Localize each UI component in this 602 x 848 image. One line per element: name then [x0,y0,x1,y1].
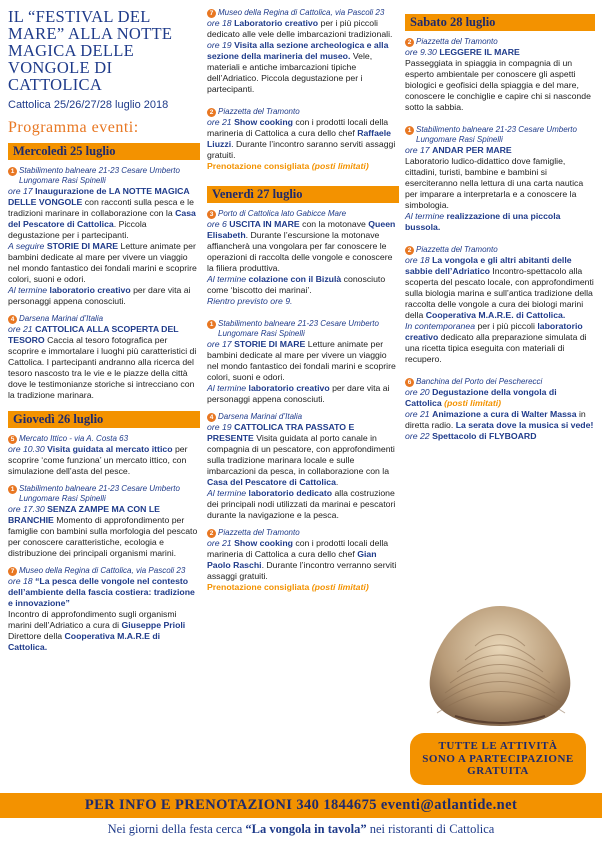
event-title: La vongola e gli altri abitanti delle sabbie dell’Adriatico [405,255,572,276]
event-bold: Cooperativa M.A.R.E. di Cattolica. [425,310,566,320]
event-bold: Giuseppe Prioli [121,620,186,630]
footer-post: nei ristoranti di Cattolica [369,822,495,836]
event-time: ore 21 [207,117,232,127]
event-show-cooking-1 [207,107,399,172]
booking-limited: (posti limitati) [311,161,369,171]
event-location: Piazzetta del Tramonto [218,528,300,537]
event-location: Stabilimento balneare 21-23 Cesare Umberto [218,319,379,328]
event-senza-zampe [8,484,200,559]
event-italic: Al termine [207,274,247,284]
booking-note: Prenotazione consigliata [207,161,310,171]
free-line-2: SONO A PARTECIPAZIONE [422,752,574,765]
event-title: Visita guidata al mercato ittico [47,444,173,454]
event-location-detail: Lungomare Rasi Spinelli [19,176,106,185]
event-storie-mare-2 [207,319,399,405]
event-text: conosciuto come ‘biscotto dei marinai’. [207,274,386,295]
event-time: ore 21 [405,409,430,419]
event-text: Incontro-spettacolo alla scoperta del pescato locale, con approfondimenti sulla biologia marina e sull’antica tradizione della raccolta delle vongole a cura dei biologi marini della [405,266,594,320]
event-text: in diretta radio. [405,409,586,430]
event-location: Museo della Regina di Cattolica, via Pascoli 23 [218,8,385,17]
event-text: per scoprire ‘come funziona’ un mercato ittico, con simulazione dell’asta del pesce. [8,444,188,476]
column-1 [8,8,200,660]
event-location: Piazzetta del Tramonto [218,107,300,116]
event-time: ore 10.30 [8,444,45,454]
location-pin-icon: 7 [8,567,17,576]
event-text: Momento di approfondimento per famiglie con bambini sulla morfologia del pescato per conoscere caratteristiche, ecologia e distribuzione dei principali organismi marini. [8,515,198,558]
event-bold: Queen Elisabeth [207,219,396,240]
event-passato-presente [207,412,399,521]
event-text: Laboratorio ludico-didattico dove famiglie, cittadini, turisti, bambine e bambini si eserciteranno nella lettura di una carta nautica per imparare a interpretarla e a conoscere la simbologia. [405,156,584,210]
event-mercato-ittico [8,434,200,477]
event-time: ore 9.30 [405,47,437,57]
event-time: ore 17 [207,339,232,349]
event-italic: Al termine [8,285,48,295]
booking-limited: (posti limitati) [311,582,369,592]
event-time: ore 17 [405,145,430,155]
event-time: ore 18 [405,255,430,265]
event-location: Museo della Regina di Cattolica, via Pascoli 23 [19,566,186,575]
location-pin-icon: 1 [8,167,17,176]
event-time: ore 19 [207,422,232,432]
event-andar-per-mare [405,125,595,233]
event-location: Porto di Cattolica lato Gabicce Mare [218,209,347,218]
event-title: Degustazione della vongola di Cattolica [405,387,557,408]
event-text: con la motonave [302,219,366,229]
day-header-27: Venerdì 27 luglio [207,186,399,203]
event-time: ore 18 [207,18,232,28]
event-location: Mercato Ittico - via A. Costa 63 [19,434,129,443]
location-pin-icon: 4 [8,315,17,324]
event-bold: Casa del Pescatore di Cattolica [207,477,336,487]
event-leggere-mare [405,37,595,113]
column-2 [207,8,399,600]
event-text: per i più piccoli dedicato alle vele delle imbarcazioni tradizionali. [207,18,393,39]
event-text: alla costruzione dei principali nodi utilizzati da marinai e pescatori durante la navigazione e la pesca. [207,488,396,520]
event-time: ore 17 [8,186,33,196]
info-bar: PER INFO E PRENOTAZIONI 340 1844675 eventi@atlantide.net [0,793,602,818]
event-location: Darsena Marinai d’Italia [19,314,104,323]
event-text: Letture animate per bambini dedicate al mare per vivere un viaggio nel mondo fantastico dei fondali marini e scoprire colori, suoni e odori. [207,339,396,382]
clam-shell-image [425,598,575,730]
event-text: con i prodotti locali della marineria di Cattolica a cura dello chef [207,538,389,559]
event-show-cooking-2 [207,528,399,593]
location-pin-icon: 4 [207,413,216,422]
event-location: Piazzetta del Tramonto [416,245,498,254]
event-time: ore 19 [207,40,232,50]
column-3 [405,8,595,449]
event-text: . Piccola degustazione per i partecipanti. [8,219,147,240]
event-laboratorio-museo [207,8,399,95]
location-pin-icon: 1 [207,320,216,329]
location-pin-icon: 2 [207,108,216,117]
event-bold: realizzazione di una piccola bussola. [405,211,561,232]
location-pin-icon: 1 [405,126,414,135]
event-title: Spettacolo di FLYBOARD [432,431,537,441]
event-time: ore 20 [405,387,430,397]
event-degustazione [405,377,595,442]
event-title: Inaugurazione de LA NOTTE MAGICA DELLE VONGOLE [8,186,190,207]
event-text: dedicato alla preparazione simulata di una ricetta tipica eseguita con materiali di recupero. [405,332,587,364]
event-text: . Durante l’incontro verranno serviti assaggi gratuiti. [207,560,397,581]
event-uscita-mare [207,209,399,307]
day-header-28: Sabato 28 luglio [405,14,595,31]
event-bold: Raffaele Liuzzi [207,128,391,149]
event-bold: La serata dove la musica si vede! [455,420,594,430]
event-time: ore 17.30 [8,504,45,514]
event-title: Animazione a cura di Walter Massa [432,409,577,419]
event-location: Banchina del Porto dei Pescherecci [416,377,543,386]
location-pin-icon: 1 [8,485,17,494]
location-pin-icon: 2 [405,38,414,47]
event-title: Visita alla sezione archeologica e alla sezione della marineria del museo. [207,40,389,61]
event-title: CATTOLICA TRA PASSATO E PRESENTE [207,422,355,443]
event-text: per dare vita ai personaggi appena conosciuti. [8,285,191,306]
event-location-detail: Lungomare Rasi Spinelli [416,135,503,144]
event-title: USCITA IN MARE [229,219,300,229]
event-text: Vele, materiali e antiche imbarcazioni tipiche dell’Adriatico. Piccola degustazione per i partecipanti. [207,51,373,94]
event-location-detail: Lungomare Rasi Spinelli [19,494,106,503]
event-text: . [335,477,339,487]
location-pin-icon: 2 [207,529,216,538]
event-bold: STORIE DI MARE [46,241,119,251]
event-location: Stabilimento balneare 21-23 Cesare Umberto [19,484,180,493]
event-italic: A seguire [8,241,45,251]
event-pesca-vongole [8,566,200,653]
free-line-3: GRATUITA [467,765,529,777]
event-text: per dare vita ai personaggi appena conosciuti. [207,383,390,404]
event-title: Show cooking [234,538,293,548]
free-line-1: TUTTE LE ATTIVITÀ [438,740,558,752]
event-text: con i prodotti locali della marineria di Cattolica a cura dello chef [207,117,389,138]
event-title: STORIE DI MARE [234,339,306,349]
event-time: ore 18 [8,576,33,586]
event-caccia-tesoro [8,314,200,401]
event-time: ore 21 [207,538,232,548]
event-bold: laboratorio creativo [248,383,330,393]
event-text: . Durante l’incontro saranno serviti assaggi gratuiti. [207,139,396,160]
location-pin-icon: 2 [405,246,414,255]
event-title: CATTOLICA ALLA SCOPERTA DEL TESORO [8,324,179,345]
location-pin-icon: 7 [207,9,216,18]
location-pin-icon: 3 [207,210,216,219]
location-pin-icon: 5 [8,435,17,444]
event-text: Incontro di approfondimento sugli organismi marini dell’Adriatico a cura di [8,609,177,630]
booking-note: Prenotazione consigliata [207,582,310,592]
event-text: con racconti sulla pesca e le tradizioni marinare in collaborazione con la [8,197,194,218]
event-text: Letture animate per bambini dedicate al mare per vivere un viaggio nel mondo fantastico dei fondali marini e scoprire colori, suoni e odori. [8,241,197,284]
event-italic: Al termine [207,488,247,498]
event-location: Stabilimento balneare 21-23 Cesare Umberto [416,125,577,134]
event-italic: Rientro previsto ore 9. [207,296,293,306]
event-bold: colazione con il Bizulà [248,274,342,284]
event-time: ore 6 [207,219,227,229]
event-bold: laboratorio creativo [405,321,583,342]
event-bold: Cooperativa M.A.R.E di Cattolica. [8,631,161,652]
event-text: Passeggiata in spiaggia in compagnia di un esperto ambientale per conoscere gli aspetti biologici e geofisici della spiaggia e del mare, conoscere le conchiglie e capire chi si nasconde sotto la sabbia. [405,58,591,112]
free-activities-box [410,733,586,785]
event-title: SENZA ZAMPE MA CON LE BRANCHIE [8,504,160,525]
event-bold: laboratorio dedicato [248,488,333,498]
event-time: ore 21 [8,324,33,334]
event-location: Stabilimento balneare 21-23 Cesare Umberto [19,166,180,175]
event-inaugurazione [8,166,200,307]
day-header-25: Mercoledì 25 luglio [8,143,200,160]
footer-pre: Nei giorni della festa cerca [107,822,243,836]
event-title: ANDAR PER MARE [432,145,512,155]
footer-note [0,822,602,837]
page-title: IL “FESTIVAL DEL MARE” ALLA NOTTE MAGICA DELLE VONGOLE DI CATTOLICA [8,7,173,94]
event-location: Piazzetta del Tramonto [416,37,498,46]
day-header-26: Giovedì 26 luglio [8,411,200,428]
event-text: Visita guidata al porto canale in compagnia di un pescatore, con approfondimenti sulla tradizione marinara locale e sulle imbarcazioni da pesca, in collaborazione con la [207,433,395,476]
event-title: LEGGERE IL MARE [439,47,520,57]
location-pin-icon: 6 [405,378,414,387]
event-text: . Durante l’escursione la motonave affiancherà una vongolara per far conoscere le operazioni di raccolta delle vongole e conoscere la filiera produttiva. [207,230,393,273]
event-italic: Al termine [405,211,445,221]
event-title: Laboratorio creativo [234,18,319,28]
event-title: “La pesca delle vongole nel contesto dell’ambiente della fascia costiera: tradizione e innovazione” [8,576,195,608]
booking-limited: (posti limitati) [444,398,502,408]
event-text: Caccia al tesoro fotografica per scoprire e immortalare i luoghi più caratteristici di Cattolica. I partecipanti andranno alla ricerca del tesoro nascosto tra le vie e le piazze della città dove le testimonianze storiche si intrecciano con la tradizione marinara. [8,335,197,400]
event-location: Darsena Marinai d’Italia [218,412,303,421]
event-italic: Al termine [207,383,247,393]
programma-heading: Programma eventi: [8,119,139,136]
event-bold: Gian Paolo Raschi [207,549,377,570]
event-text: Direttore della [8,631,63,641]
footer-bold: “La vongola in tavola” [245,822,367,836]
event-bold: laboratorio creativo [49,285,131,295]
event-vongola-abitanti [405,245,595,365]
event-location-detail: Lungomare Rasi Spinelli [218,329,305,338]
event-time: ore 22 [405,431,430,441]
event-bold: Casa del Pescatore di Cattolica [8,208,196,229]
event-italic: In contemporanea [405,321,476,331]
event-text: per i più piccoli [477,321,535,331]
festival-dates: Cattolica 25/26/27/28 luglio 2018 [8,99,169,111]
event-title: Show cooking [234,117,293,127]
